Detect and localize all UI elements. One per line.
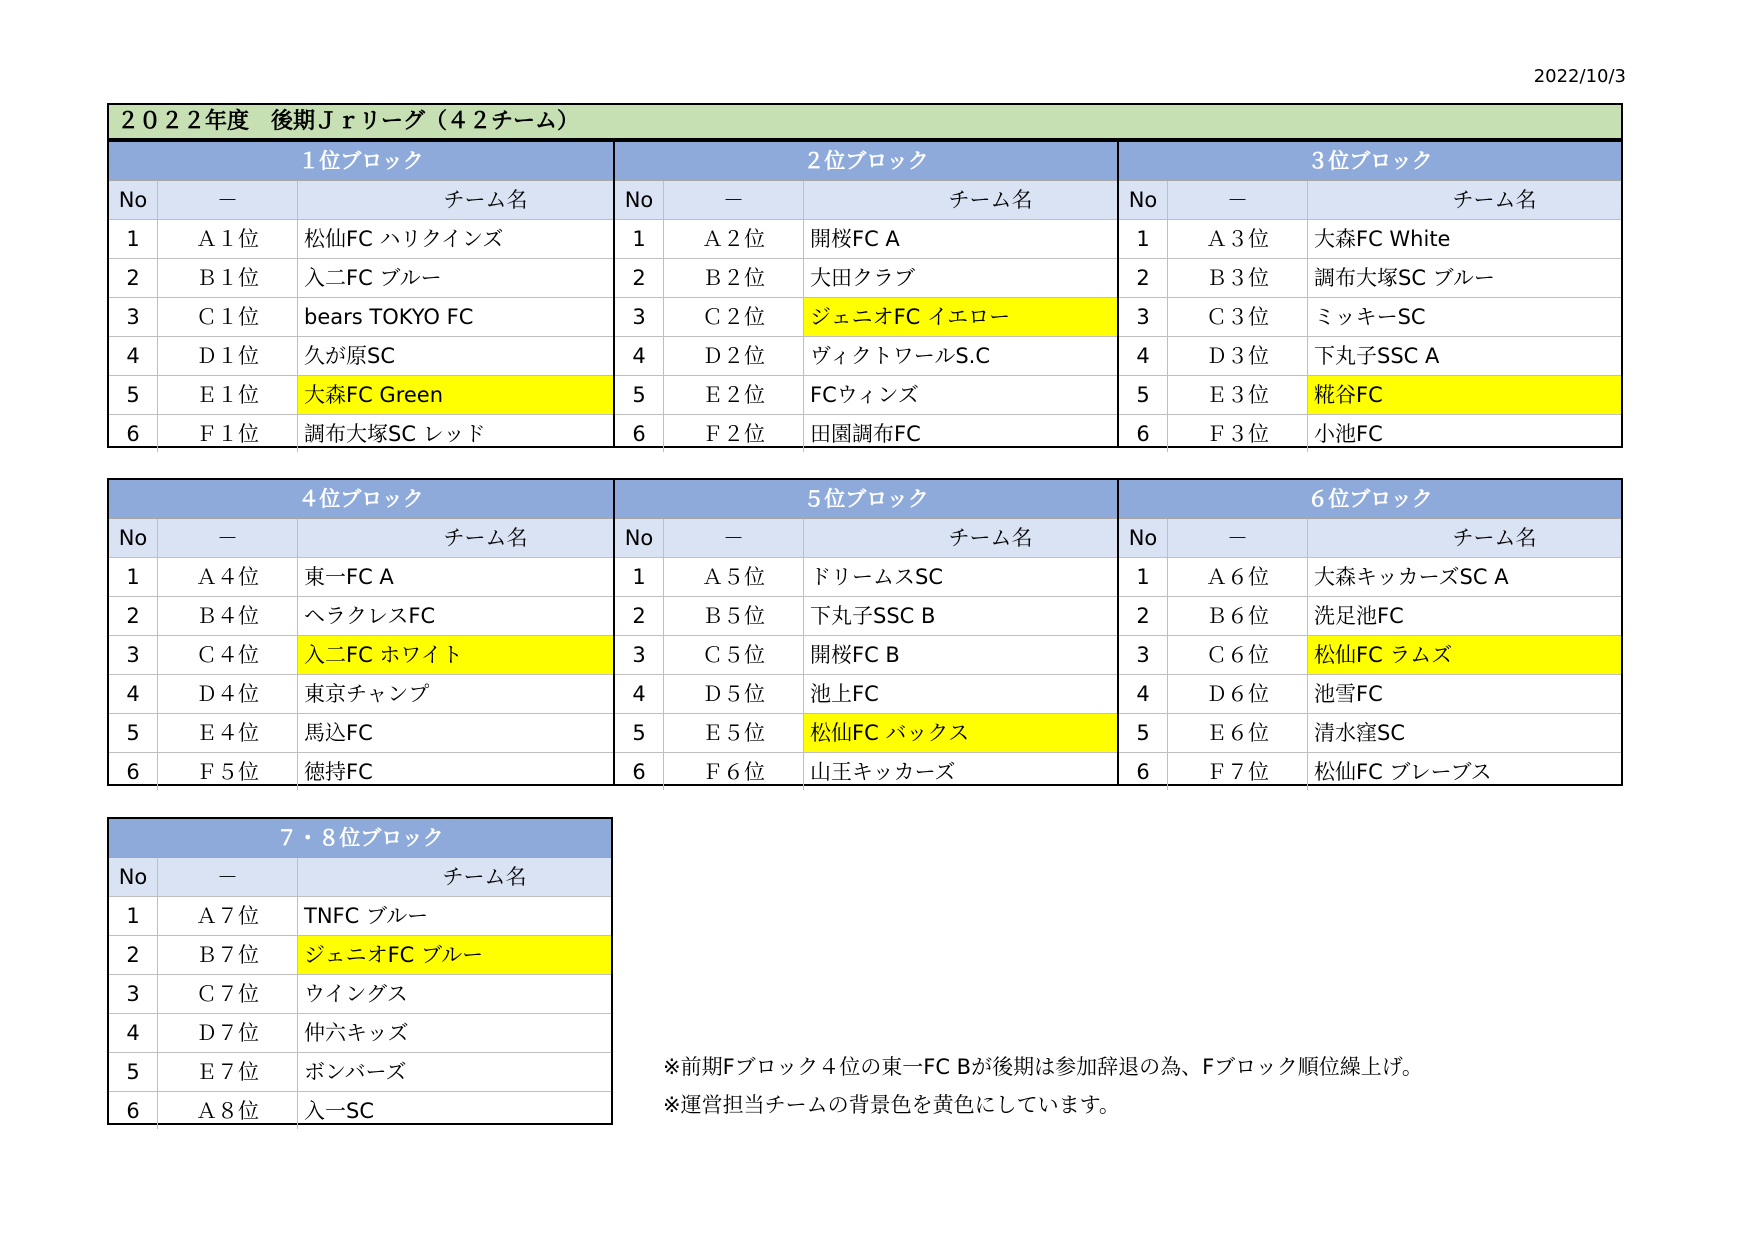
team-name: ウイングス bbox=[304, 982, 408, 1006]
table-row bbox=[109, 337, 613, 376]
team-name: ジェニオFC ブルー bbox=[298, 936, 611, 974]
block-table bbox=[109, 819, 611, 1123]
row-rank: Ｂ４位 bbox=[158, 597, 298, 635]
table-row bbox=[615, 597, 1117, 636]
note-withdrawal: ※前期Fブロック４位の東一FC Bが後期は参加辞退の為、Fブロック順位繰上げ。 bbox=[663, 1055, 1423, 1079]
row-number: 1 bbox=[615, 558, 664, 596]
block-header: ３位ブロック bbox=[1119, 142, 1621, 181]
team-name: ジェニオFC イエロー bbox=[804, 298, 1117, 336]
team-name: 調布大塚SC レッド bbox=[304, 422, 486, 446]
row-rank: Ａ１位 bbox=[158, 220, 298, 258]
table-row bbox=[615, 753, 1117, 790]
team-name: ドリームスSC bbox=[810, 565, 943, 589]
table-row bbox=[1119, 597, 1621, 636]
row-rank: Ａ５位 bbox=[664, 558, 804, 596]
row-number: 6 bbox=[1119, 753, 1168, 790]
team-name: 小池FC bbox=[1314, 422, 1383, 446]
column-header-rank: － bbox=[1168, 519, 1308, 557]
row-number: 5 bbox=[109, 376, 158, 414]
column-header-rank: － bbox=[664, 519, 804, 557]
row-rank: Ｅ４位 bbox=[158, 714, 298, 752]
table-row bbox=[1119, 558, 1621, 597]
row-rank: Ｄ１位 bbox=[158, 337, 298, 375]
block-header: ２位ブロック bbox=[615, 142, 1117, 181]
table-row bbox=[109, 259, 613, 298]
row-rank: Ｆ２位 bbox=[664, 415, 804, 452]
table-row bbox=[1119, 337, 1621, 376]
row-rank: Ａ４位 bbox=[158, 558, 298, 596]
row-number: 5 bbox=[109, 714, 158, 752]
block-header: ５位ブロック bbox=[615, 480, 1117, 519]
row-number: 3 bbox=[615, 636, 664, 674]
column-header-no: No bbox=[1119, 519, 1168, 557]
table-row bbox=[109, 753, 613, 790]
league-title: ２０２２年度 後期Ｊｒリーグ（４２チーム） bbox=[107, 103, 1623, 140]
row-number: 2 bbox=[109, 936, 158, 974]
notes bbox=[663, 1048, 1423, 1124]
block-table bbox=[1117, 142, 1621, 446]
note-highlight-legend: ※運営担当チームの背景色を黄色にしています。 bbox=[663, 1093, 1120, 1117]
team-name: 糀谷FC bbox=[1308, 376, 1621, 414]
row-rank: Ｅ１位 bbox=[158, 376, 298, 414]
blocks-group-2 bbox=[107, 478, 1623, 786]
blocks-group-1 bbox=[107, 140, 1623, 448]
row-rank: Ｄ７位 bbox=[158, 1014, 298, 1052]
table-row bbox=[1119, 636, 1621, 675]
team-name: 馬込FC bbox=[304, 721, 373, 745]
table-row bbox=[1119, 259, 1621, 298]
team-name: FCウィンズ bbox=[810, 383, 919, 407]
team-name: 清水窪SC bbox=[1314, 721, 1405, 745]
team-name: 松仙FC バックス bbox=[804, 714, 1117, 752]
row-number: 5 bbox=[615, 714, 664, 752]
row-rank: Ｂ５位 bbox=[664, 597, 804, 635]
row-rank: Ｆ３位 bbox=[1168, 415, 1308, 452]
team-name: bears TOKYO FC bbox=[304, 305, 474, 329]
row-number: 6 bbox=[615, 753, 664, 790]
team-name: 久が原SC bbox=[304, 344, 395, 368]
row-rank: Ｄ６位 bbox=[1168, 675, 1308, 713]
row-number: 1 bbox=[109, 897, 158, 935]
table-row bbox=[109, 220, 613, 259]
table-row bbox=[109, 597, 613, 636]
row-rank: Ｄ４位 bbox=[158, 675, 298, 713]
table-row bbox=[615, 337, 1117, 376]
table-row bbox=[109, 558, 613, 597]
row-number: 1 bbox=[1119, 558, 1168, 596]
row-number: 5 bbox=[109, 1053, 158, 1091]
table-row bbox=[109, 675, 613, 714]
table-row bbox=[1119, 415, 1621, 452]
row-rank: Ａ２位 bbox=[664, 220, 804, 258]
table-row bbox=[109, 714, 613, 753]
row-number: 2 bbox=[109, 597, 158, 635]
table-row bbox=[109, 1053, 611, 1092]
row-number: 6 bbox=[1119, 415, 1168, 452]
row-number: 3 bbox=[109, 298, 158, 336]
row-rank: Ｂ７位 bbox=[158, 936, 298, 974]
row-number: 3 bbox=[1119, 636, 1168, 674]
table-row bbox=[109, 636, 613, 675]
row-number: 4 bbox=[109, 337, 158, 375]
team-name: ミッキーSC bbox=[1314, 305, 1426, 329]
row-number: 4 bbox=[1119, 675, 1168, 713]
row-number: 3 bbox=[615, 298, 664, 336]
block-table bbox=[1117, 480, 1621, 784]
table-row bbox=[615, 558, 1117, 597]
column-header-no: No bbox=[109, 181, 158, 219]
row-number: 6 bbox=[615, 415, 664, 452]
column-header-rank: － bbox=[1168, 181, 1308, 219]
row-rank: Ａ８位 bbox=[158, 1092, 298, 1129]
team-name: ヴィクトワールS.C bbox=[810, 344, 990, 368]
column-header-team: チーム名 bbox=[443, 526, 528, 550]
row-number: 4 bbox=[109, 675, 158, 713]
table-row bbox=[109, 936, 611, 975]
team-name: 仲六キッズ bbox=[304, 1021, 409, 1045]
table-row bbox=[109, 1014, 611, 1053]
row-rank: Ｃ５位 bbox=[664, 636, 804, 674]
row-number: 2 bbox=[1119, 597, 1168, 635]
table-row bbox=[109, 376, 613, 415]
row-number: 3 bbox=[1119, 298, 1168, 336]
block-header: ６位ブロック bbox=[1119, 480, 1621, 519]
row-rank: Ｅ３位 bbox=[1168, 376, 1308, 414]
team-name: 下丸子SSC B bbox=[810, 604, 936, 628]
row-rank: Ｂ１位 bbox=[158, 259, 298, 297]
table-row bbox=[1119, 220, 1621, 259]
team-name: 調布大塚SC ブルー bbox=[1314, 266, 1495, 290]
column-header-rank: － bbox=[158, 858, 298, 896]
column-header-row bbox=[109, 519, 613, 558]
row-number: 4 bbox=[615, 675, 664, 713]
table-row bbox=[1119, 675, 1621, 714]
row-rank: Ｆ１位 bbox=[158, 415, 298, 452]
block-table bbox=[613, 142, 1117, 446]
team-name: 池上FC bbox=[810, 682, 879, 706]
row-rank: Ａ６位 bbox=[1168, 558, 1308, 596]
team-name: 大田クラブ bbox=[810, 266, 915, 290]
row-rank: Ｂ３位 bbox=[1168, 259, 1308, 297]
row-rank: Ｅ５位 bbox=[664, 714, 804, 752]
column-header-row bbox=[109, 858, 611, 897]
team-name: TNFC ブルー bbox=[304, 904, 429, 928]
team-name: 松仙FC ハリクインズ bbox=[304, 227, 504, 251]
team-name: 入一SC bbox=[304, 1099, 374, 1123]
row-rank: Ｃ６位 bbox=[1168, 636, 1308, 674]
column-header-row bbox=[615, 519, 1117, 558]
row-rank: Ｃ３位 bbox=[1168, 298, 1308, 336]
table-row bbox=[615, 714, 1117, 753]
column-header-rank: － bbox=[664, 181, 804, 219]
row-number: 1 bbox=[109, 220, 158, 258]
team-name: 東京チャンプ bbox=[304, 682, 430, 706]
row-rank: Ｂ６位 bbox=[1168, 597, 1308, 635]
team-name: 東一FC A bbox=[304, 565, 394, 589]
team-name: 開桜FC A bbox=[810, 227, 900, 251]
row-rank: Ａ３位 bbox=[1168, 220, 1308, 258]
team-name: ヘラクレスFC bbox=[304, 604, 436, 628]
block-header: ７・８位ブロック bbox=[109, 819, 611, 858]
row-number: 2 bbox=[615, 259, 664, 297]
team-name: 大森FC Green bbox=[298, 376, 613, 414]
column-header-team: チーム名 bbox=[1452, 526, 1537, 550]
column-header-team: チーム名 bbox=[948, 526, 1033, 550]
row-number: 1 bbox=[615, 220, 664, 258]
row-rank: Ｃ１位 bbox=[158, 298, 298, 336]
table-row bbox=[109, 897, 611, 936]
column-header-no: No bbox=[615, 519, 664, 557]
team-name: 松仙FC ラムズ bbox=[1308, 636, 1621, 674]
row-number: 6 bbox=[109, 415, 158, 452]
column-header-no: No bbox=[615, 181, 664, 219]
table-row bbox=[1119, 298, 1621, 337]
row-rank: Ｃ７位 bbox=[158, 975, 298, 1013]
column-header-row bbox=[109, 181, 613, 220]
row-number: 6 bbox=[109, 753, 158, 790]
blocks-group-3 bbox=[107, 817, 613, 1125]
row-number: 5 bbox=[1119, 376, 1168, 414]
table-row bbox=[615, 259, 1117, 298]
team-name: 大森キッカーズSC A bbox=[1314, 565, 1509, 589]
column-header-rank: － bbox=[158, 181, 298, 219]
team-name: 田園調布FC bbox=[810, 422, 921, 446]
block-header: ４位ブロック bbox=[109, 480, 613, 519]
block-table bbox=[109, 480, 613, 784]
row-number: 3 bbox=[109, 975, 158, 1013]
team-name: 大森FC White bbox=[1314, 227, 1451, 251]
block-header: １位ブロック bbox=[109, 142, 613, 181]
team-name: 下丸子SSC A bbox=[1314, 344, 1440, 368]
table-row bbox=[615, 220, 1117, 259]
column-header-row bbox=[615, 181, 1117, 220]
column-header-no: No bbox=[1119, 181, 1168, 219]
table-row bbox=[109, 415, 613, 452]
row-rank: Ｄ３位 bbox=[1168, 337, 1308, 375]
team-name: 徳持FC bbox=[304, 760, 373, 784]
row-rank: Ｆ７位 bbox=[1168, 753, 1308, 790]
table-row bbox=[109, 1092, 611, 1129]
column-header-no: No bbox=[109, 858, 158, 896]
column-header-no: No bbox=[109, 519, 158, 557]
block-table bbox=[109, 142, 613, 446]
row-number: 1 bbox=[1119, 220, 1168, 258]
team-name: 松仙FC ブレーブス bbox=[1314, 760, 1492, 784]
row-number: 2 bbox=[109, 259, 158, 297]
row-number: 5 bbox=[1119, 714, 1168, 752]
document-date: 2022/10/3 bbox=[1533, 66, 1626, 87]
row-number: 5 bbox=[615, 376, 664, 414]
table-row bbox=[615, 298, 1117, 337]
column-header-row bbox=[1119, 181, 1621, 220]
row-rank: Ｄ２位 bbox=[664, 337, 804, 375]
table-row bbox=[615, 376, 1117, 415]
row-rank: Ｆ５位 bbox=[158, 753, 298, 790]
table-row bbox=[109, 298, 613, 337]
team-name: 洗足池FC bbox=[1314, 604, 1404, 628]
team-name: 開桜FC B bbox=[810, 643, 900, 667]
team-name: 入二FC ブルー bbox=[304, 266, 442, 290]
column-header-row bbox=[1119, 519, 1621, 558]
table-row bbox=[1119, 753, 1621, 790]
team-name: 池雪FC bbox=[1314, 682, 1383, 706]
table-row bbox=[109, 975, 611, 1014]
row-rank: Ａ７位 bbox=[158, 897, 298, 935]
table-row bbox=[1119, 714, 1621, 753]
team-name: ボンバーズ bbox=[304, 1060, 407, 1084]
column-header-team: チーム名 bbox=[1452, 188, 1537, 212]
row-number: 6 bbox=[109, 1092, 158, 1129]
row-number: 2 bbox=[1119, 259, 1168, 297]
row-rank: Ｅ２位 bbox=[664, 376, 804, 414]
row-rank: Ｅ７位 bbox=[158, 1053, 298, 1091]
table-row bbox=[615, 636, 1117, 675]
row-rank: Ｃ４位 bbox=[158, 636, 298, 674]
row-number: 1 bbox=[109, 558, 158, 596]
row-number: 4 bbox=[1119, 337, 1168, 375]
row-rank: Ｂ２位 bbox=[664, 259, 804, 297]
row-number: 3 bbox=[109, 636, 158, 674]
row-rank: Ｄ５位 bbox=[664, 675, 804, 713]
team-name: 山王キッカーズ bbox=[810, 760, 956, 784]
row-rank: Ｃ２位 bbox=[664, 298, 804, 336]
row-number: 4 bbox=[109, 1014, 158, 1052]
team-name: 入二FC ホワイト bbox=[298, 636, 613, 674]
row-rank: Ｆ６位 bbox=[664, 753, 804, 790]
column-header-team: チーム名 bbox=[442, 865, 527, 889]
row-number: 2 bbox=[615, 597, 664, 635]
row-number: 4 bbox=[615, 337, 664, 375]
table-row bbox=[615, 675, 1117, 714]
table-row bbox=[1119, 376, 1621, 415]
column-header-rank: － bbox=[158, 519, 298, 557]
block-table bbox=[613, 480, 1117, 784]
column-header-team: チーム名 bbox=[443, 188, 528, 212]
row-rank: Ｅ６位 bbox=[1168, 714, 1308, 752]
table-row bbox=[615, 415, 1117, 452]
column-header-team: チーム名 bbox=[948, 188, 1033, 212]
